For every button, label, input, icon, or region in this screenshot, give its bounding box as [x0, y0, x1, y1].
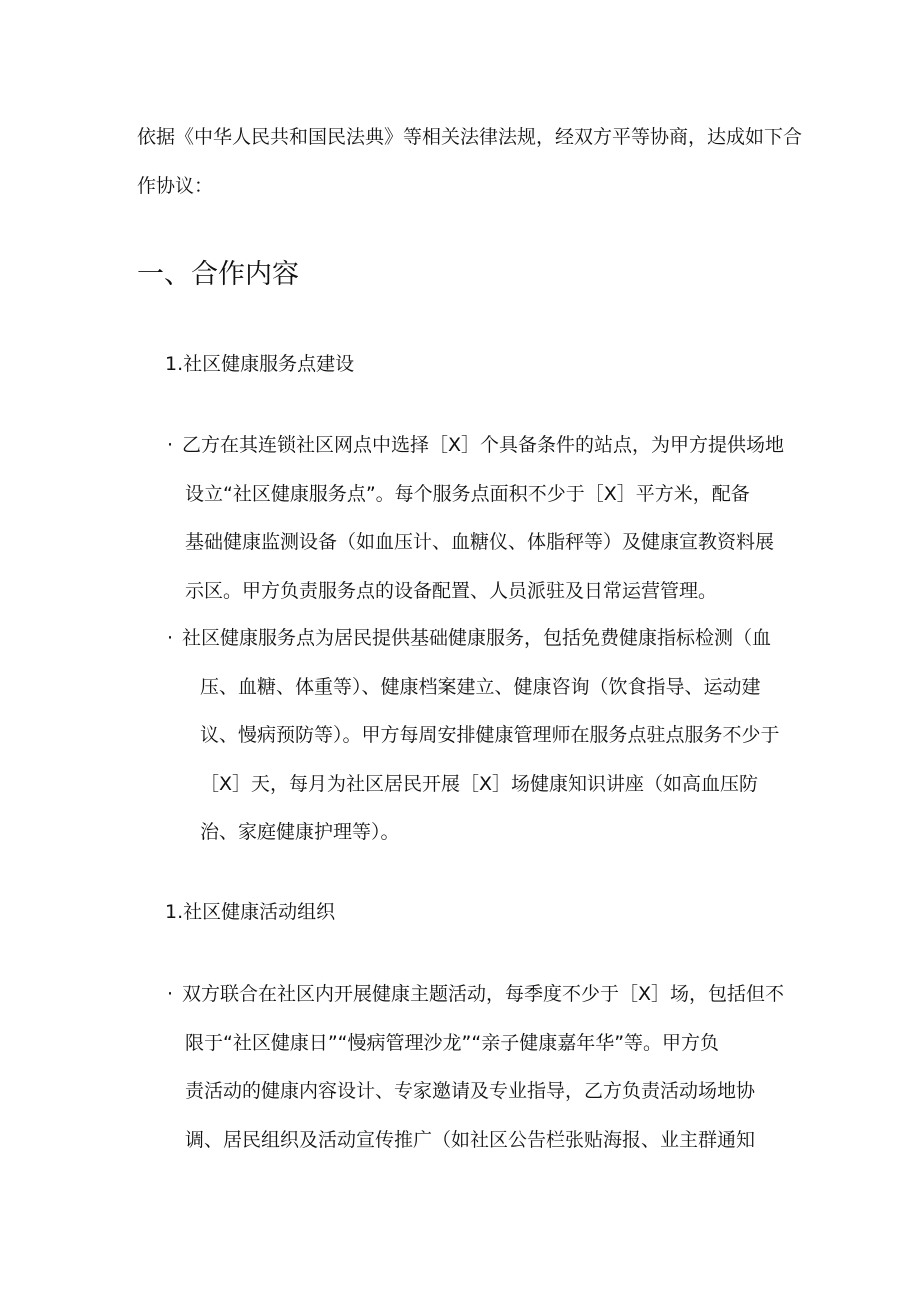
paragraph-line: 基础健康监测设备（如血压计、血糖仪、体脂秤等）及健康宣教资料展 — [185, 531, 775, 553]
paragraph-line: 双方联合在社区内开展健康主题活动，每季度不少于［X］场，包括但不 — [182, 983, 785, 1005]
bullet-marker: · — [167, 983, 174, 1005]
bullet-paragraph-joint-activities — [182, 970, 784, 1164]
paragraph-line: 责活动的健康内容设计、专家邀请及专业指导，乙方负责活动场地协 — [185, 1080, 756, 1102]
paragraph-line: 设立“社区健康服务点”。每个服务点面积不少于［X］平方米，配备 — [185, 482, 750, 505]
bullet-marker: · — [167, 434, 174, 456]
bullet-paragraph-health-services — [182, 614, 780, 857]
paragraph-line: ［X］天，每月为社区居民开展［X］场健康知识讲座（如高血压防 — [200, 772, 759, 795]
paragraph-line: 示区。甲方负责服务点的设备配置、人员派驻及日常运营管理。 — [185, 579, 718, 602]
paragraph-line: 调、居民组织及活动宣传推广（如社区公告栏张贴海报、业主群通知 — [185, 1128, 756, 1151]
paragraph-line: 压、血糖、体重等）、健康档案建立、健康咨询（饮食指导、运动建 — [200, 675, 761, 698]
bullet-marker: · — [167, 627, 174, 649]
paragraph-line: 治、家庭健康护理等）。 — [200, 821, 400, 843]
intro-paragraph — [137, 113, 802, 210]
intro-line: 作协议： — [137, 174, 214, 197]
paragraph-line: 议、慢病预防等）。甲方每周安排健康管理师在服务点驻点服务不少于 — [200, 724, 780, 746]
subsection-heading-service-point: 1.社区健康服务点建设 — [165, 353, 355, 375]
intro-line: 依据《中华人民共和国民法典》等相关法律法规，经双方平等协商，达成如下合 — [137, 126, 803, 148]
paragraph-line: 社区健康服务点为居民提供基础健康服务，包括免费健康指标检测（血 — [182, 627, 772, 649]
section-title: 一、合作内容 — [137, 259, 299, 290]
bullet-paragraph-site-setup — [182, 421, 784, 615]
subsection-heading-activities: 1.社区健康活动组织 — [165, 901, 336, 923]
paragraph-line: 限于“社区健康日”“慢病管理沙龙”“亲子健康嘉年华”等。甲方负 — [185, 1031, 720, 1054]
paragraph-line: 乙方在其连锁社区网点中选择［X］个具备条件的站点，为甲方提供场地 — [182, 434, 785, 456]
